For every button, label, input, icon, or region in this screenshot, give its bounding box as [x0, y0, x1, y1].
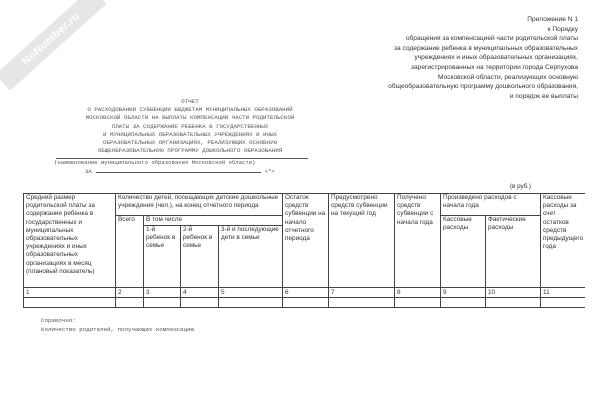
data-cell[interactable] [283, 298, 329, 308]
municipality-caption: (наименование муниципального образования Московской области) [54, 159, 256, 166]
report-title-line: ПЛАТЫ ЗА СОДЕРЖАНИЕ РЕБЕНКА В ГОСУДАРСТВЕННЫХ [111, 122, 269, 130]
reference-line: Количество родителей, получающих компенсацию [41, 325, 195, 333]
watermark: NoNumber.ru [0, 0, 107, 91]
header-second-child: 2-й ребенок в семье [181, 226, 219, 288]
column-number-row [24, 288, 586, 298]
column-number: 6 [283, 288, 329, 298]
header-children-group: Количество детей, посещающих детские дошкольные учреждения (чел.), на конец отчетного периода [116, 194, 283, 216]
header-first-child: 1-й ребенок в семье [144, 226, 181, 288]
report-title [30, 98, 350, 155]
column-number: 10 [486, 288, 541, 298]
header-cash-expenses: Кассовые расходы [441, 216, 486, 288]
column-number: 5 [219, 288, 283, 298]
header-third-child: 3-й и последующие дети в семье [219, 226, 283, 288]
reference-block [41, 317, 194, 335]
period-field[interactable] [96, 167, 261, 173]
appendix-line: Московской области, реализующих основную [438, 73, 578, 81]
report-title-line: И МУНИЦИПАЛЬНЫХ ОБРАЗОВАТЕЛЬНЫХ УЧРЕЖДЕНИЯХ И ИНЫХ [103, 130, 277, 138]
unit-note: (в руб.) [510, 183, 531, 190]
appendix-header [278, 15, 578, 101]
report-title-line: ОБЩЕОБРАЗОВАТЕЛЬНУЮ ПРОГРАММУ ДОШКОЛЬНОГО ОБРАЗОВАНИЯ [97, 147, 283, 155]
appendix-line: и порядок ее выплаты [509, 92, 578, 100]
report-title-line: ОТЧЕТ [181, 98, 199, 105]
appendix-line: к Порядку [547, 25, 578, 33]
data-row [24, 298, 586, 308]
appendix-line: за содержание ребенка в муниципальных образовательных [394, 44, 578, 52]
column-number: 8 [395, 288, 441, 298]
column-number: 3 [144, 288, 181, 298]
header-balance-start: Остаток средств субвенции на начало отчетного периода [283, 194, 329, 288]
column-number: 9 [441, 288, 486, 298]
period-line [85, 167, 275, 175]
appendix-line: общеобразовательную программу дошкольного образования, [388, 83, 578, 91]
report-title-line: О РАСХОДОВАНИИ СУБВЕНЦИИ БЮДЖЕТАМ МУНИЦИПАЛЬНЫХ ОБРАЗОВАНИЙ [87, 106, 293, 114]
column-number: 1 [24, 288, 116, 298]
header-including: В том числе [144, 216, 283, 226]
column-number: 11 [541, 288, 586, 298]
data-cell[interactable] [329, 298, 395, 308]
column-number: 7 [329, 288, 395, 298]
report-title-line: МОСКОВСКОЙ ОБЛАСТИ НА ВЫПЛАТЫ КОМПЕНСАЦИИ ЧАСТИ РОДИТЕЛЬСКОЙ [85, 114, 295, 122]
appendix-line: обращения за компенсацией части родительской платы [405, 35, 578, 43]
appendix-line: учреждениях и иных образовательных организациях, [414, 54, 578, 62]
data-cell[interactable] [541, 298, 586, 308]
header-avg-fee: Средний размер родительской платы за содержание ребенка в государственных и муниципальных образовательных учреждениях и иных образовательных организациях в месяц (плановый показатель) [24, 194, 116, 288]
data-cell[interactable] [219, 298, 283, 308]
column-number: 2 [116, 288, 144, 298]
header-planned: Предусмотрено средств субвенции на текущий год [329, 194, 395, 288]
report-table-wrap [23, 193, 600, 308]
data-cell[interactable] [144, 298, 181, 308]
report-title-line: ОБРАЗОВАТЕЛЬНЫХ ОРГАНИЗАЦИЯХ, РЕАЛИЗУЮЩИХ ОСНОВНУЮ [103, 139, 277, 147]
header-cash-prev-balance: Кассовые расходы за счет остатков средств предыдущего года [541, 194, 586, 288]
header-actual-expenses: Фактические расходы [486, 216, 541, 288]
appendix-line: зарегистрированных на территории города Серпухова [410, 63, 578, 71]
appendix-line: Приложение N 1 [527, 16, 578, 23]
header-received: Получено средств субвенции с начала года [395, 194, 441, 288]
period-footnote: <*> [264, 168, 275, 175]
column-number: 4 [181, 288, 219, 298]
header-total: Всего [116, 216, 144, 288]
report-table [23, 193, 585, 308]
data-cell[interactable] [116, 298, 144, 308]
header-expenses-group: Произведено расходов с начала года [441, 194, 541, 216]
data-cell[interactable] [441, 298, 486, 308]
data-cell[interactable] [395, 298, 441, 308]
data-cell[interactable] [486, 298, 541, 308]
data-cell[interactable] [181, 298, 219, 308]
period-label: ЗА [85, 168, 92, 175]
reference-label: Справочно: [41, 317, 76, 324]
data-cell[interactable] [24, 298, 116, 308]
